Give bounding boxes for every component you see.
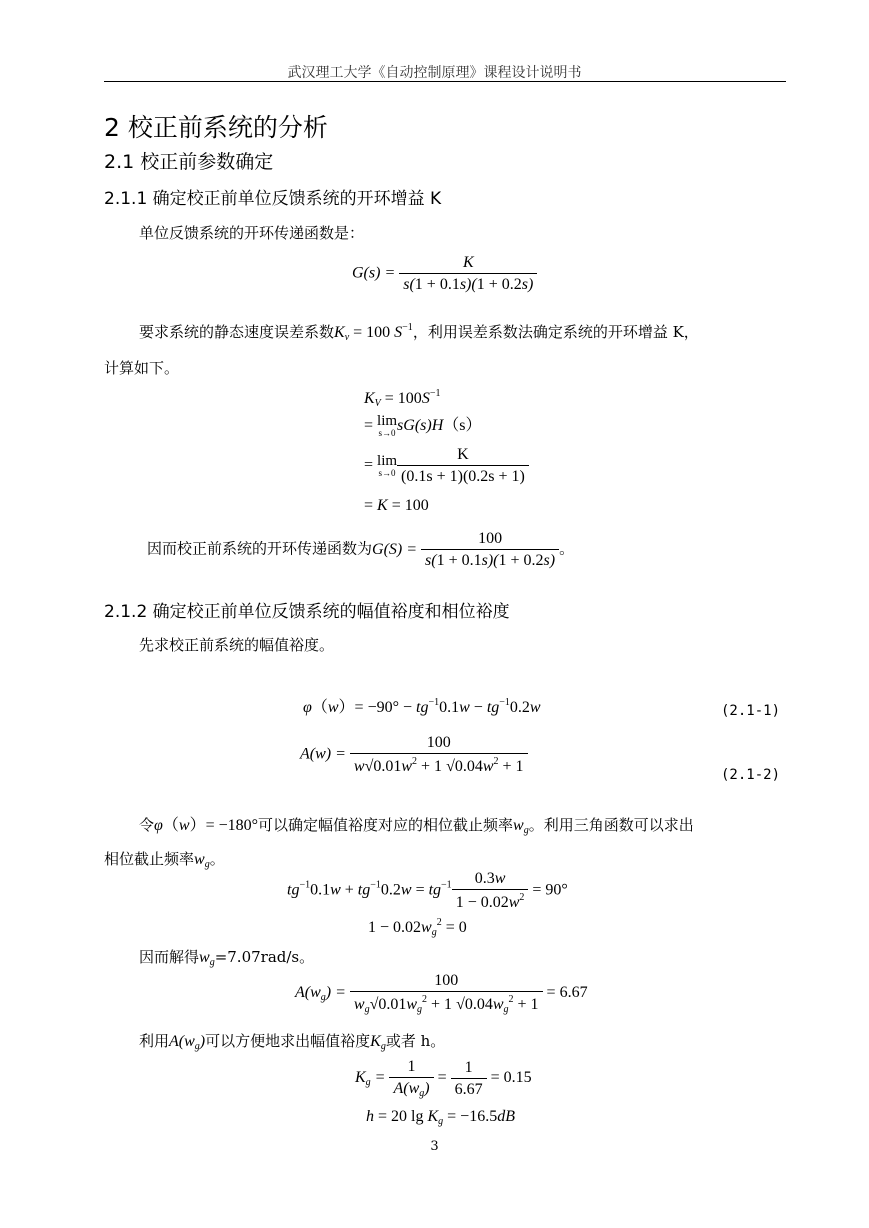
p2-text-b: ，利用误差系数法确定系统的开环增益 K， — [412, 323, 699, 341]
equation-result-tf: G(S) = $\frac{100}{s(1 + 0.1s)(1 + 0.2s)}$ — [372, 541, 559, 558]
paragraph-result-tf — [147, 530, 574, 570]
p5-text-e: 。 — [209, 850, 225, 868]
equation-kg: $K_g$ = $\frac{1}{A(w_g)}$ = $\frac{1}{6.67}$ = 0.15 — [355, 1058, 532, 1099]
equation-number-2: (2.1-2) — [721, 767, 781, 783]
p5-text-c: 。利用三角函数可以求出 — [528, 816, 694, 834]
p7-text-b: 可以方便地求出幅值裕度 — [205, 1032, 371, 1050]
p3-text-b: 。 — [559, 539, 575, 558]
paragraph-crossover-2: 相位截止频率$w_g$。 — [104, 850, 225, 870]
page-header: 武汉理工大学《自动控制原理》课程设计说明书 — [287, 65, 582, 81]
p3-text-a: 因而校正前系统的开环传递函数为 — [147, 539, 373, 558]
paragraph-velocity-error — [139, 321, 699, 343]
p7-text-a: 利用 — [139, 1032, 170, 1050]
p6-text-a: 因而解得 — [139, 948, 200, 966]
equation-phase: $\varphi(w)= -90^\circ - tg^{-1}0.1w - tg^{-1}0.2w$ — [303, 697, 541, 716]
paragraph-transfer-function: 单位反馈系统的开环传递函数是： — [139, 224, 365, 242]
header-rule — [104, 81, 786, 82]
section-title: 2.1 校正前参数确定 — [104, 151, 274, 173]
subsection-title-1: 2.1.1 确定校正前单位反馈系统的开环增益 K — [104, 189, 442, 209]
paragraph-gain-margin: 利用$A(w_g)$可以方便地求出幅值裕度$K_g$或者 h。 — [139, 1032, 446, 1052]
p7-text-c: 或者 h。 — [385, 1032, 446, 1050]
paragraph-margin-intro: 先求校正前系统的幅值裕度。 — [139, 636, 335, 654]
paragraph-calc: 计算如下。 — [104, 359, 180, 377]
equation-open-loop: G(s) = $\frac{K}{s(1 + 0.1s)(1 + 0.2s)}$ — [352, 254, 537, 294]
equation-h: h = 20 $\lg K_g = -16.5dB$ — [366, 1108, 515, 1127]
p6-text-b: =7.07rad/s。 — [214, 948, 315, 966]
paragraph-crossover: 令φ（w）= −180°可以确定幅值裕度对应的相位截止频率$w_g$。利用三角函数可以求出 — [139, 816, 694, 836]
equation-kv-1: $K_V = 100S^{-1}$ — [364, 388, 441, 409]
p5-text-d: 相位截止频率 — [104, 850, 195, 868]
p5-text-a: 令 — [139, 816, 155, 834]
equation-kv-4: = K = 100 — [364, 497, 429, 514]
subsection-title-2: 2.1.2 确定校正前单位反馈系统的幅值裕度和相位裕度 — [104, 602, 510, 622]
equation-amplitude: A(w) = $\frac{100}{w√0.01w^2 + 1 √0.04w^2 + 1}$ — [300, 734, 528, 776]
equation-amplitude-wg: $A(w_g)$ = $\frac{100}{w_g√0.01w_g^2 + 1 √0.04w_g^2 + 1}$ = 6.67 — [295, 972, 588, 1015]
chapter-title: 2 校正前系统的分析 — [104, 113, 328, 142]
equation-tangent: $tg^{-1}0.1w + tg^{-1}0.2w = tg^{-1}$ $\frac{0.3w}{1 - 0.02w^2}$ = 90° — [287, 870, 568, 911]
kv-symbol: $K_v = 100$ $S^{-1}$ — [334, 322, 413, 343]
equation-wg-solve: $1 - 0.02w_g^2 = 0$ — [368, 917, 467, 938]
equation-number-1: (2.1-1) — [721, 703, 781, 719]
equation-kv-2: = lim s→0 sG(s)H（s） — [364, 413, 482, 439]
paragraph-wg-result: 因而解得$w_g=7.07rad/s$。 — [139, 948, 315, 968]
p5-text-b: 可以确定幅值裕度对应的相位截止频率 — [258, 816, 514, 834]
equation-kv-3: = lim s→0 $\frac{K}{(0.1s + 1)(0.2s + 1)}$ — [364, 446, 529, 486]
page-number: 3 — [430, 1139, 439, 1154]
p2-text-a: 要求系统的静态速度误差系数 — [139, 323, 335, 341]
